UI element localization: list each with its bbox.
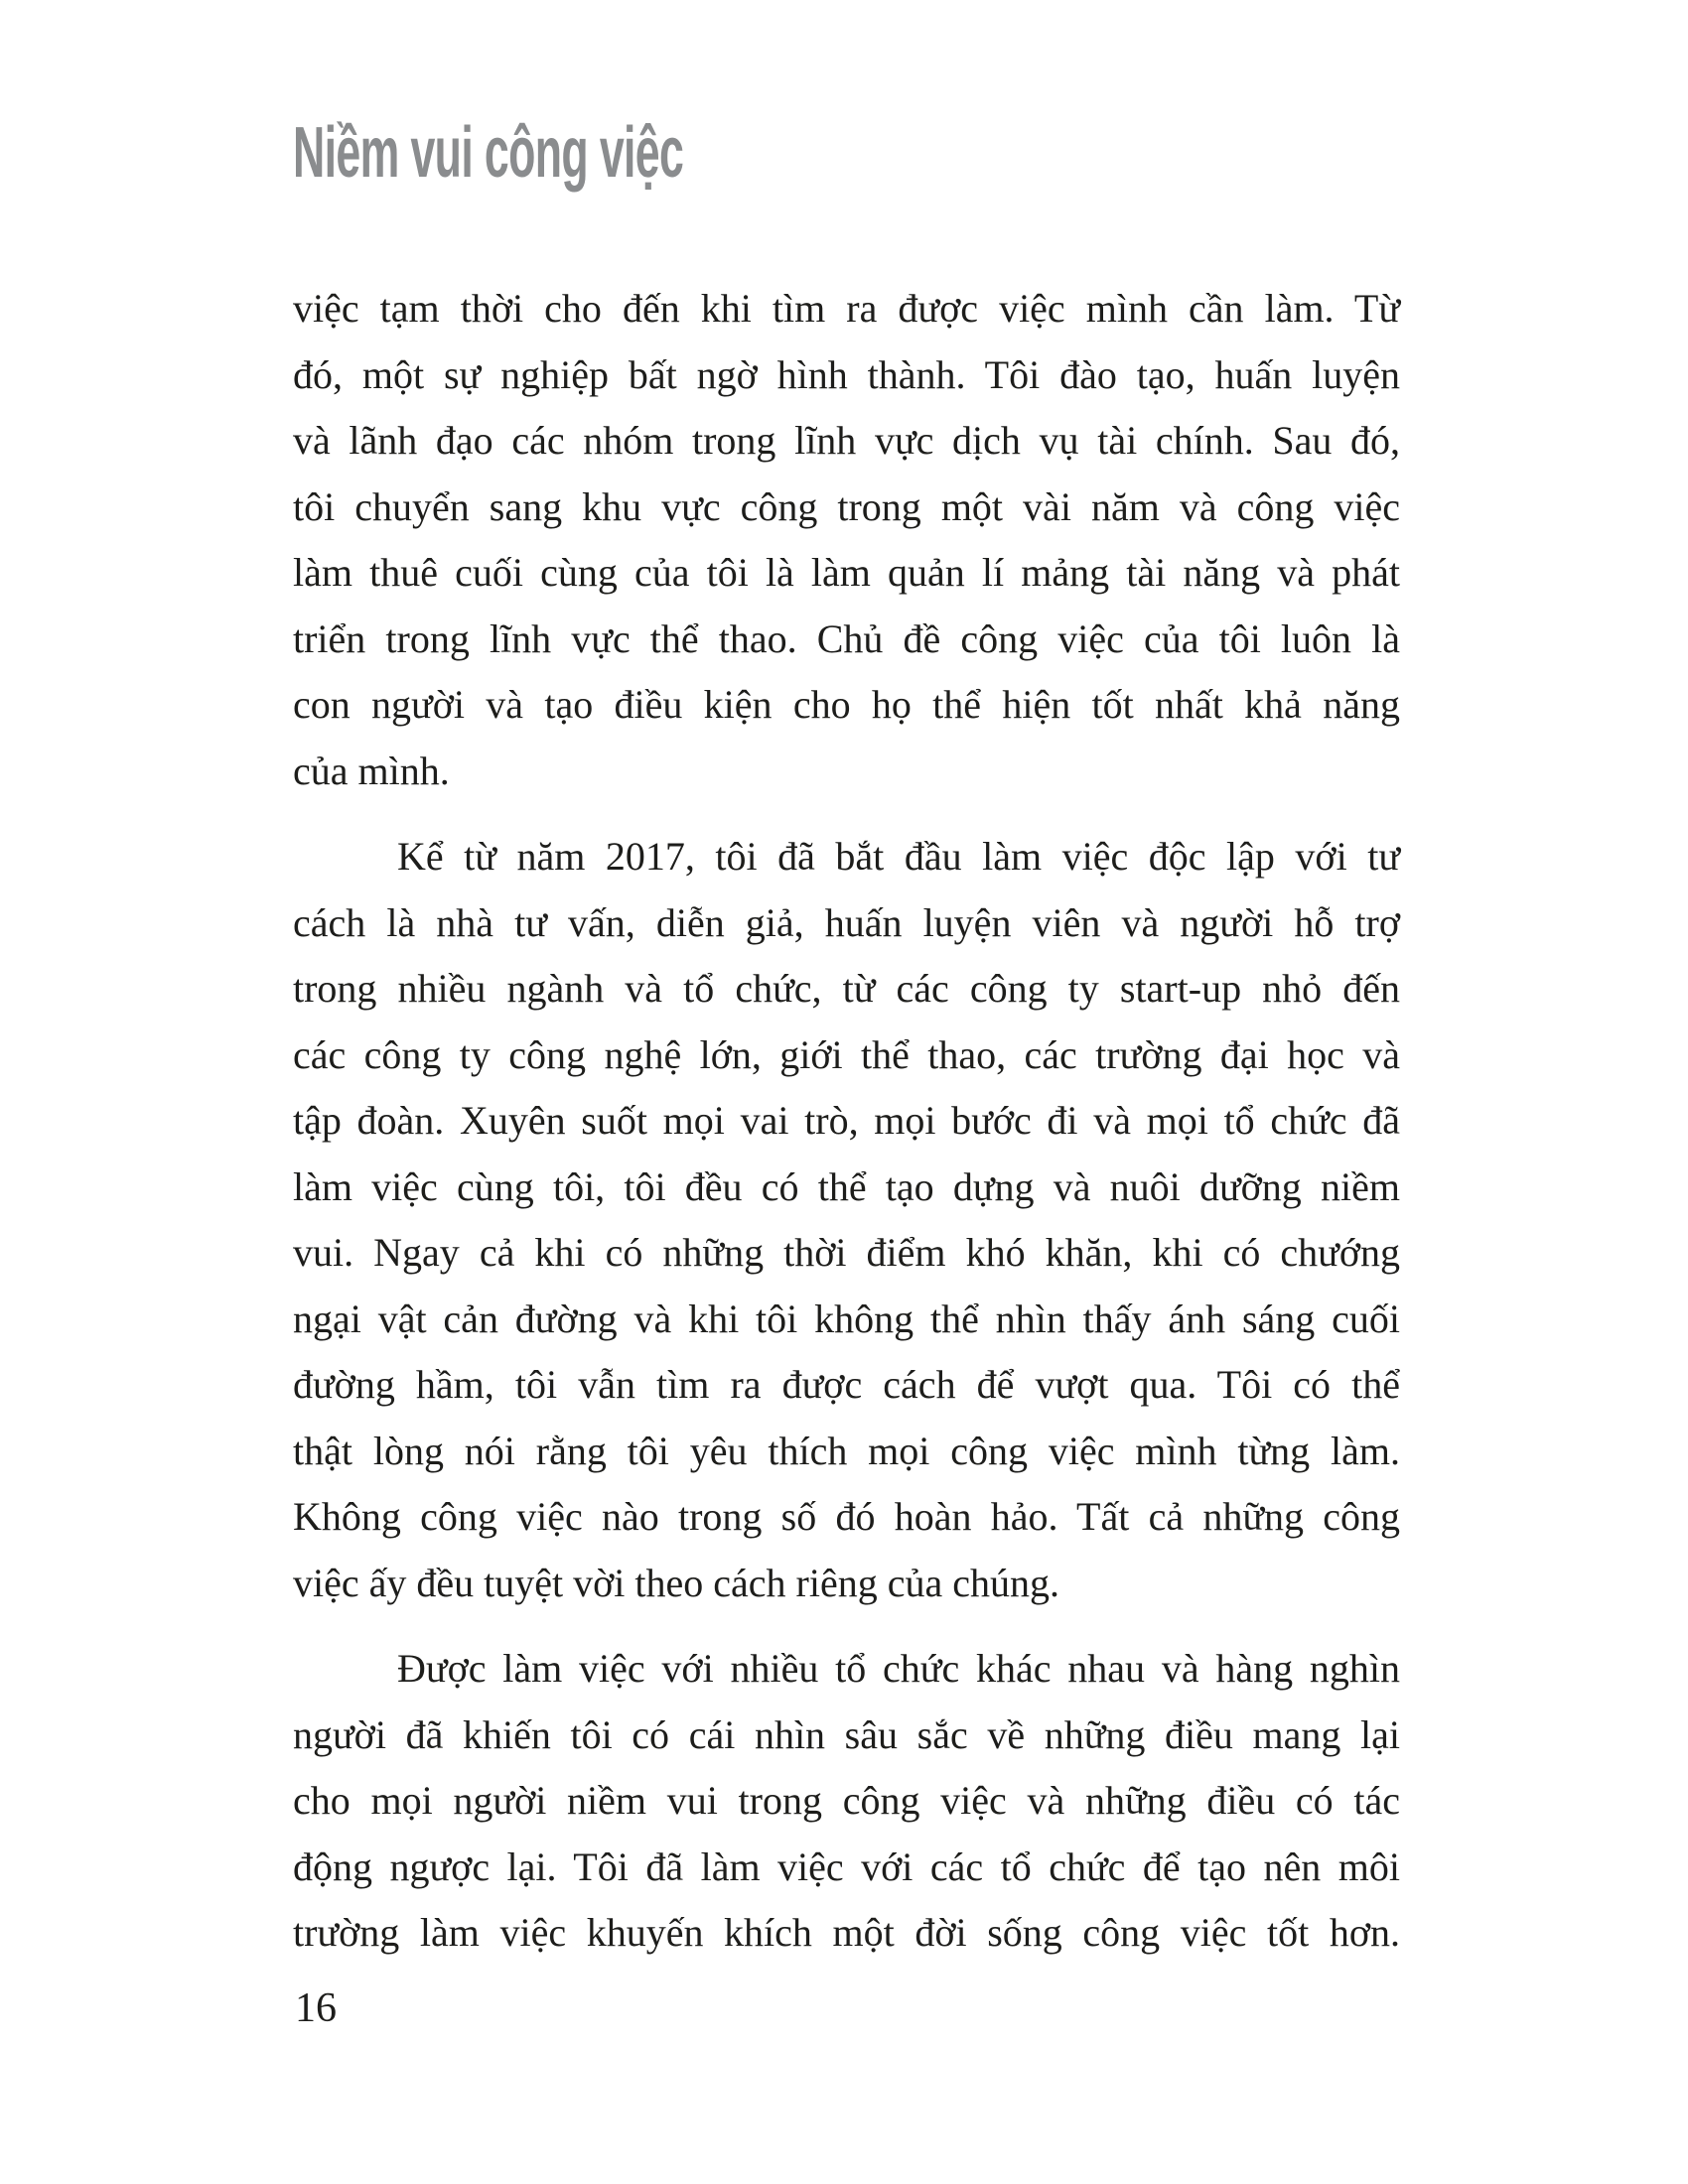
text-line: trường làm việc khuyến khích một đời sống công việc tốt hơn. (293, 1910, 1400, 1955)
text-line: Được làm việc với nhiều tổ chức khác nhau và hàng nghìn (397, 1646, 1400, 1691)
text-line: động ngược lại. Tôi đã làm việc với các tổ chức để tạo nên môi (293, 1843, 1400, 1889)
text-line: làm việc cùng tôi, tôi đều có thể tạo dựng và nuôi dưỡng niềm (293, 1163, 1400, 1209)
text-line: làm thuê cuối cùng của tôi là làm quản lí mảng tài năng và phát (293, 550, 1400, 595)
text-line: trong nhiều ngành và tổ chức, từ các công ty start-up nhỏ đến (293, 966, 1400, 1011)
text-line: Kể từ năm 2017, tôi đã bắt đầu làm việc độc lập với tư (397, 834, 1400, 879)
body-text (293, 276, 1400, 1986)
paragraph-1 (293, 276, 1400, 804)
text-line: ngại vật cản đường và khi tôi không thể nhìn thấy ánh sáng cuối (293, 1296, 1400, 1341)
text-line: đường hầm, tôi vẫn tìm ra được cách để vượt qua. Tôi có thể (293, 1362, 1400, 1407)
text-line: tập đoàn. Xuyên suốt mọi vai trò, mọi bước đi và mọi tổ chức đã (293, 1098, 1400, 1143)
page-number: 16 (295, 1985, 337, 2031)
text-line: của mình. (293, 748, 450, 793)
text-line: và lãnh đạo các nhóm trong lĩnh vực dịch vụ tài chính. Sau đó, (293, 418, 1400, 463)
text-line: cho mọi người niềm vui trong công việc và những điều có tác (293, 1778, 1400, 1823)
text-line: cách là nhà tư vấn, diễn giả, huấn luyện viên và người hỗ trợ (293, 899, 1400, 945)
text-line: vui. Ngay cả khi có những thời điểm khó khăn, khi có chướng (293, 1230, 1400, 1275)
text-line: thật lòng nói rằng tôi yêu thích mọi công việc mình từng làm. (293, 1428, 1400, 1473)
running-header: Niềm vui công việc (293, 113, 684, 193)
text-line: con người và tạo điều kiện cho họ thể hiện tốt nhất khả năng (293, 682, 1400, 727)
paragraph-2 (293, 824, 1400, 1616)
text-line: việc ấy đều tuyệt vời theo cách riêng của chúng. (293, 1560, 1059, 1605)
text-line: triển trong lĩnh vực thể thao. Chủ đề công việc của tôi luôn là (293, 615, 1400, 661)
text-line: người đã khiến tôi có cái nhìn sâu sắc về những điều mang lại (293, 1711, 1400, 1757)
text-line: Không công việc nào trong số đó hoàn hảo. Tất cả những công (293, 1494, 1400, 1539)
text-line: đó, một sự nghiệp bất ngờ hình thành. Tôi đào tạo, huấn luyện (293, 351, 1400, 397)
text-line: việc tạm thời cho đến khi tìm ra được việc mình cần làm. Từ (293, 286, 1400, 331)
paragraph-3 (293, 1636, 1400, 1967)
text-line: các công ty công nghệ lớn, giới thể thao, các trường đại học và (293, 1031, 1400, 1077)
text-line: tôi chuyển sang khu vực công trong một vài năm và công việc (293, 483, 1400, 529)
